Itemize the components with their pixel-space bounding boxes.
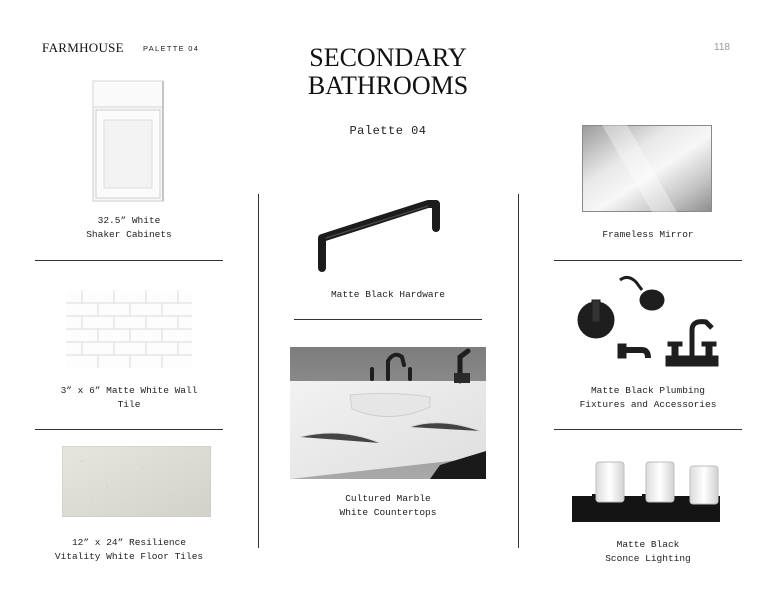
floor-tile-image: [62, 446, 211, 517]
plumbing-image: [572, 272, 720, 376]
countertop-caption: Cultured Marble White Countertops: [339, 493, 437, 518]
divider-left-2: [35, 429, 223, 430]
floor-tile-caption: 12” x 24” Resilience Vitality White Floor Tiles: [54, 537, 204, 562]
divider-center-1: [294, 319, 482, 320]
countertop-image: [290, 347, 486, 479]
divider-right-1: [554, 260, 742, 261]
brand-name: FARMHOUSE: [42, 40, 124, 55]
cabinet-image: [92, 80, 164, 202]
column-divider-left: [258, 194, 259, 548]
mirror-image: [582, 125, 712, 212]
mirror-caption: Frameless Mirror: [602, 229, 694, 240]
wall-tile-image: [66, 290, 192, 368]
column-divider-right: [518, 194, 519, 548]
divider-right-2: [554, 429, 742, 430]
page-number: 118: [714, 42, 730, 53]
page-title: [260, 44, 516, 100]
cabinets-caption: 32.5” White Shaker Cabinets: [86, 215, 172, 240]
sconce-caption: Matte Black Sconce Lighting: [605, 539, 691, 564]
sconce-image: [572, 458, 720, 524]
hardware-caption: Matte Black Hardware: [330, 289, 446, 300]
page-title-line2: BATHROOMS: [307, 71, 469, 100]
wall-tile-caption: 3” x 6” Matte White Wall Tile: [60, 385, 198, 410]
plumbing-caption: Matte Black Plumbing Fixtures and Accessories: [579, 385, 717, 410]
hardware-image: [316, 194, 442, 274]
divider-left-1: [35, 260, 223, 261]
palette-label: PALETTE 04: [143, 44, 200, 53]
page-title-line1: SECONDARY: [309, 43, 467, 72]
page-subtitle: Palette 04: [349, 124, 427, 138]
